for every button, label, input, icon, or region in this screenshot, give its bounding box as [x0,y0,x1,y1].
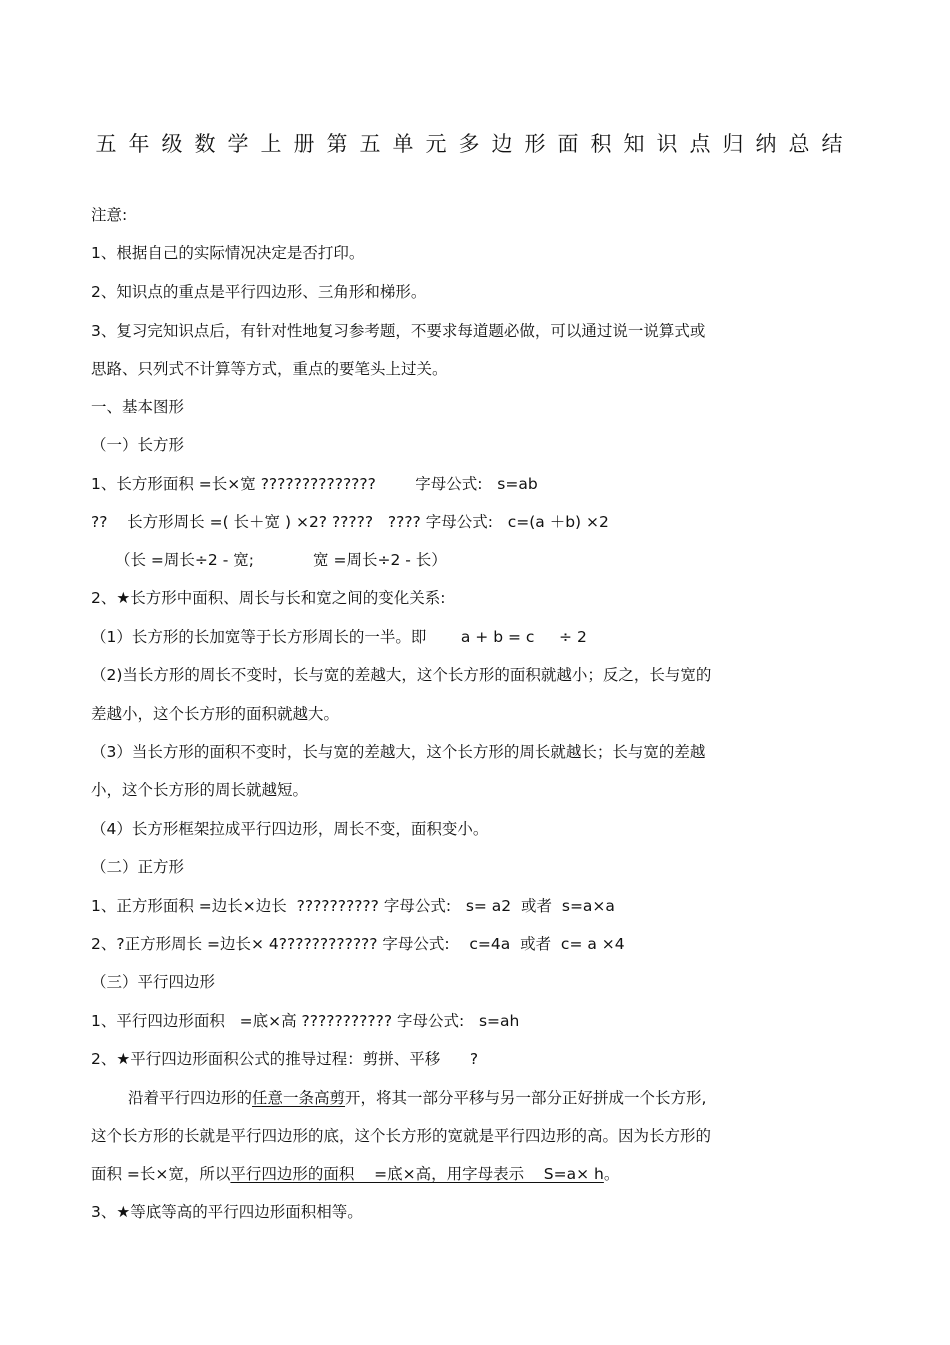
section-heading: 一、基本图形 [91,398,185,416]
notice-item: 2、知识点的重点是平行四边形、三角形和梯形。 [91,283,427,301]
derivation-text: 开，将其一部分平移与另一部分正好拼成一个长方形, [345,1089,707,1107]
rect-side-formula: （长 =周长÷2 - 宽; 宽 =周长÷2 - 长） [115,551,447,569]
subsection-heading: （二）正方形 [91,858,185,876]
rect-relation-3-cont: 小，这个长方形的周长就越短。 [91,781,309,799]
rect-perimeter-formula: ?? 长方形周长 =( 长＋宽 ) ×2? ????? ???? 字母公式: c=(a ＋b) ×2 [91,513,609,531]
notice-item: 1、根据自己的实际情况决定是否打印。 [91,244,365,262]
derivation-text: 。 [603,1165,620,1183]
square-area-formula: 1、正方形面积 =边长×边长 ?????????? 字母公式: s= a2 或者 s=a×a [91,897,615,915]
subsection-heading: （一）长方形 [91,436,185,454]
underlined-text: 平行四边形的面积 =底×高，用字母表示 S=a× h [230,1165,604,1183]
subsection-heading: （三）平行四边形 [91,973,216,991]
parallelogram-derivation-heading: 2、★平行四边形面积公式的推导过程：剪拼、平移 ? [91,1050,479,1068]
page-title: 五年级数学上册第五单元多边形面积知识点归纳总结 [95,132,855,156]
derivation-paragraph-line [128,1087,706,1109]
derivation-paragraph-line: 这个长方形的长就是平行四边形的底，这个长方形的宽就是平行四边形的高。因为长方形的 [91,1127,712,1145]
rect-relation-heading: 2、★长方形中面积、周长与长和宽之间的变化关系: [91,589,446,607]
rect-relation-4: （4）长方形框架拉成平行四边形，周长不变，面积变小。 [91,820,489,838]
rect-relation-3: （3）当长方形的面积不变时，长与宽的差越大，这个长方形的周长就越长；长与宽的差越 [91,743,706,761]
rect-relation-1: （1）长方形的长加宽等于长方形周长的一半。即 a + b = c ÷ 2 [91,628,587,646]
parallelogram-equal-area: 3、★等底等高的平行四边形面积相等。 [91,1203,363,1221]
notice-heading: 注意: [91,206,128,224]
rect-relation-2: （2)当长方形的周长不变时，长与宽的差越大，这个长方形的面积就越小；反之，长与宽的 [91,666,712,684]
square-perimeter-formula: 2、?正方形周长 =边长× 4???????????? 字母公式: c=4a 或者 c= a ×4 [91,935,625,953]
derivation-paragraph-line [91,1163,619,1185]
notice-item: 3、复习完知识点后，有针对性地复习参考题，不要求每道题必做，可以通过说一说算式或 [91,322,706,340]
underlined-text: 任意一条高剪 [252,1089,346,1107]
notice-item: 思路、只列式不计算等方式，重点的要笔头上过关。 [91,360,448,378]
rect-area-formula: 1、长方形面积 =长×宽 ?????????????? 字母公式: s=ab [91,475,538,493]
rect-relation-2-cont: 差越小，这个长方形的面积就越大。 [91,705,340,723]
derivation-text: 面积 =长×宽，所以 [91,1165,231,1183]
parallelogram-area-formula: 1、平行四边形面积 =底×高 ??????????? 字母公式: s=ah [91,1012,520,1030]
derivation-text: 沿着平行四边形的 [128,1089,253,1107]
